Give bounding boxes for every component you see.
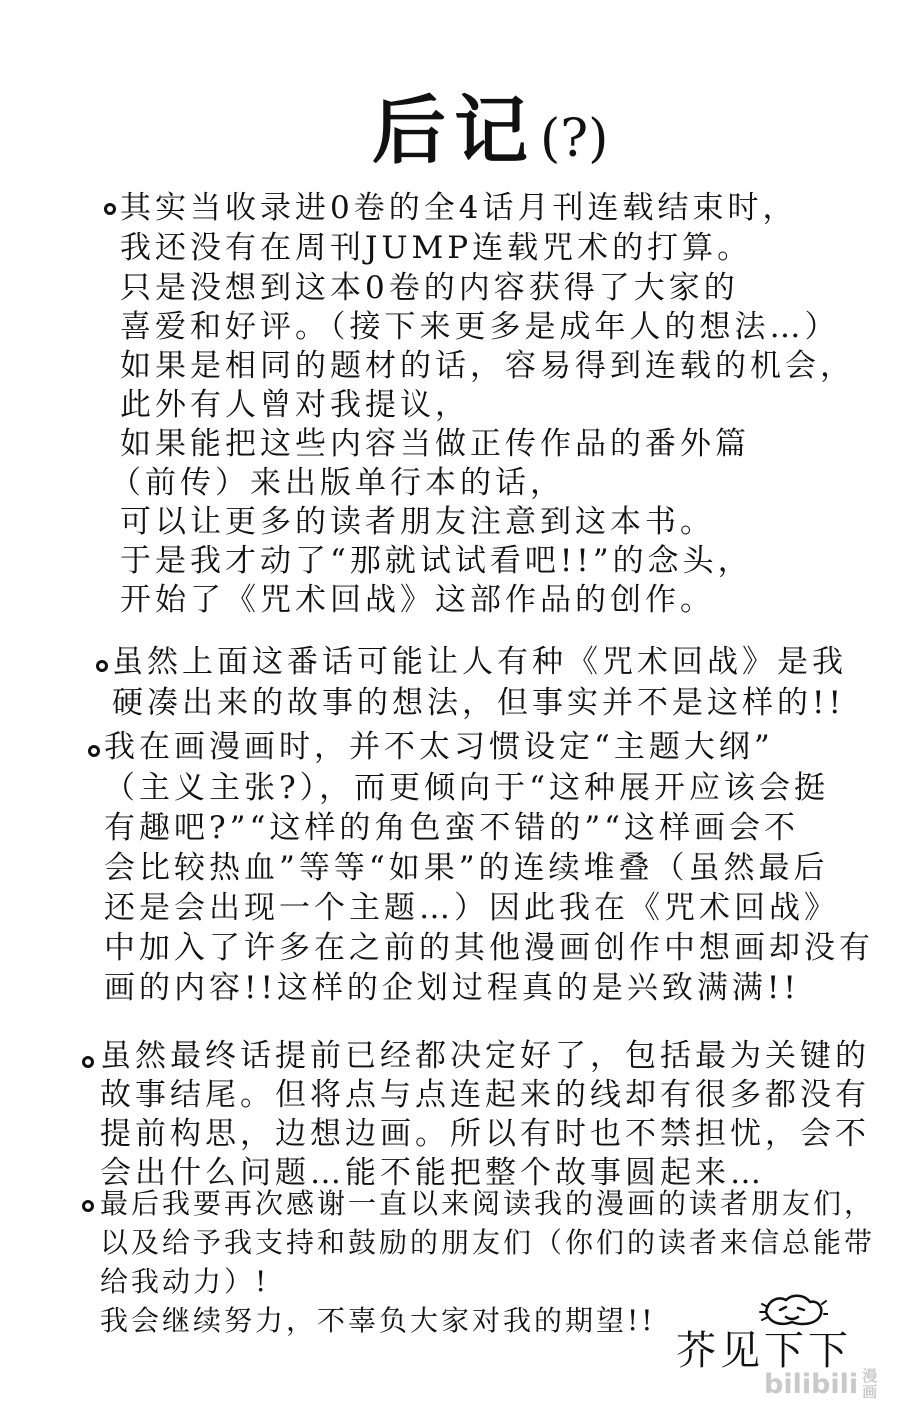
text-line: 虽然最终话提前已经都决定好了，包括最为关键的 (100, 1038, 870, 1074)
bullet-icon (82, 1056, 94, 1068)
bullet-icon (88, 745, 100, 757)
text-line: 提前构思，边想边画。所以有时也不禁担忧，会不 (100, 1116, 870, 1152)
signature-doodle-icon (758, 1290, 828, 1330)
text-line: （前传）来出版单行本的话， (110, 465, 565, 501)
text-line: 会出什么问题…能不能把整个故事圆起来… (100, 1155, 765, 1191)
text-line: 只是没想到这本0卷的内容获得了大家的 (120, 270, 739, 306)
text-line: 最后我要再次感谢一直以来阅读我的漫画的读者朋友们， (100, 1187, 876, 1220)
text-line: 开始了《咒术回战》这部作品的创作。 (120, 582, 715, 618)
text-line: 其实当收录进0卷的全4话月刊连载结束时， (120, 190, 798, 226)
text-line: 如果能把这些内容当做正传作品的番外篇 (120, 426, 750, 462)
bullet-icon (82, 1200, 94, 1212)
text-line: 此外有人曾对我提议， (120, 387, 470, 423)
page-title (372, 86, 608, 184)
text-line: 会比较热血”等等“如果”的连续堆叠（虽然最后 (104, 850, 829, 886)
watermark-side-text: 漫画 (862, 1367, 878, 1401)
text-line: 硬凑出来的故事的想法，但事实并不是这样的!! (112, 685, 845, 721)
text-line: 虽然上面这番话可能让人有种《咒术回战》是我 (112, 644, 847, 680)
text-line: 给我动力）! (100, 1265, 270, 1298)
text-line: （主义主张?），而更倾向于“这种展开应该会挺 (104, 770, 829, 806)
text-line: 于是我才动了“那就试试看吧!!”的念头， (120, 543, 753, 579)
text-line: 可以让更多的读者朋友注意到这本书。 (120, 504, 715, 540)
text-line: 还是会出现一个主题…）因此我在《咒术回战》 (104, 890, 839, 926)
bullet-icon (104, 203, 116, 215)
text-line: 我会继续努力，不辜负大家对我的期望!! (100, 1304, 656, 1337)
text-line: 中加入了许多在之前的其他漫画创作中想画却没有 (104, 930, 874, 966)
bullet-icon (96, 660, 108, 672)
watermark-logo: bilibili (764, 1368, 859, 1400)
text-line: 画的内容!!这样的企划过程真的是兴致满满!! (104, 970, 800, 1006)
text-line: 我还没有在周刊JUMP连载咒术的打算。 (120, 230, 753, 266)
text-line: 有趣吧?”“这样的角色蛮不错的”“这样画会不 (104, 810, 800, 846)
text-line: 以及给予我支持和鼓励的朋友们（你们的读者来信总能带 (100, 1226, 876, 1259)
text-line: 喜爱和好评。（接下来更多是成年人的想法…） (120, 309, 840, 345)
text-line: 我在画漫画时，并不太习惯设定“主题大纲” (104, 729, 774, 765)
bilibili-watermark (764, 1368, 878, 1400)
text-line: 故事结尾。但将点与点连起来的线却有很多都没有 (100, 1077, 870, 1113)
author-signature: 芥见下下 (676, 1328, 852, 1374)
title-text: 后记 (372, 88, 536, 174)
text-line: 如果是相同的题材的话，容易得到连载的机会， (120, 348, 855, 384)
title-question-mark: (?) (540, 109, 609, 169)
